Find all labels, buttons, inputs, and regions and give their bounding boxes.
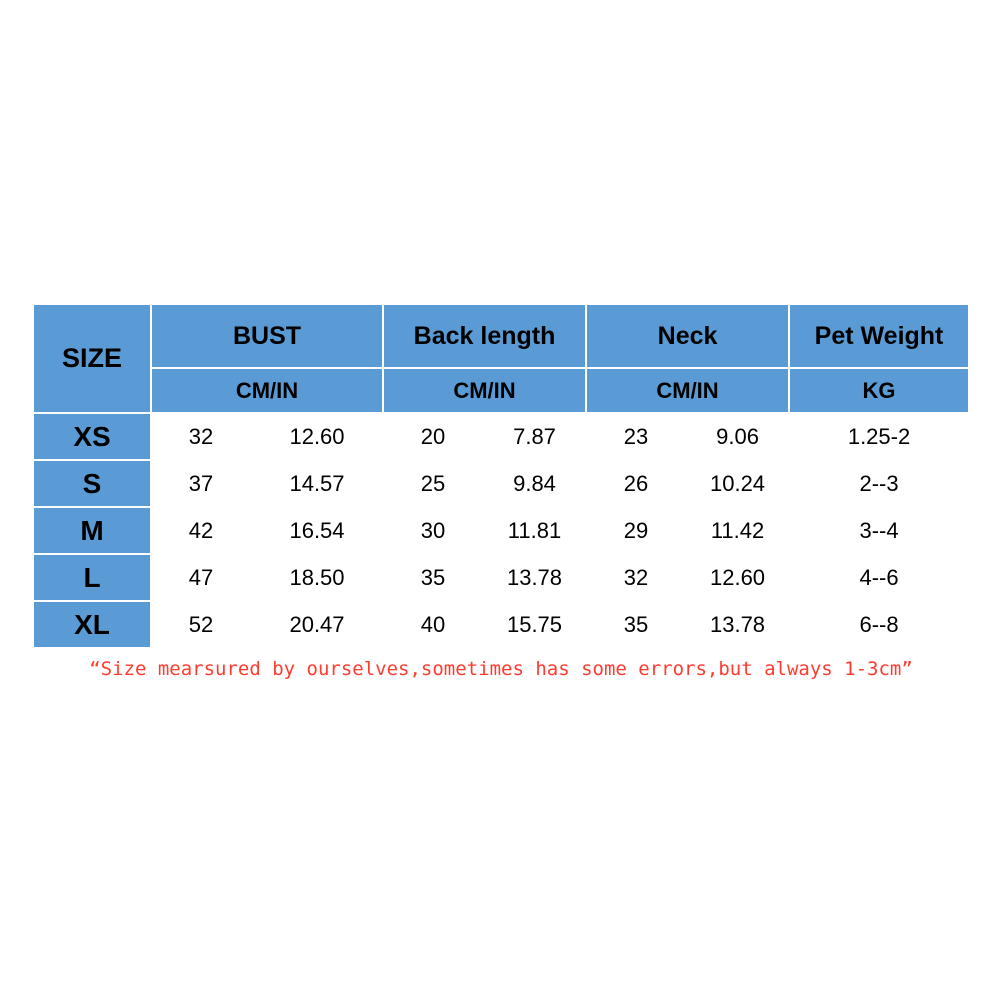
- cell-back-cm: 30: [383, 507, 483, 554]
- cell-back-cm: 20: [383, 413, 483, 460]
- row-size-label: M: [33, 507, 151, 554]
- cell-weight-kg: 6--8: [789, 601, 969, 648]
- cell-back-cm: 40: [383, 601, 483, 648]
- header-back-length-units: CM/IN: [383, 368, 586, 413]
- row-size-label: XS: [33, 413, 151, 460]
- cell-neck-cm: 35: [586, 601, 686, 648]
- header-bust: BUST: [151, 304, 383, 368]
- cell-back-in: 15.75: [483, 601, 586, 648]
- cell-neck-cm: 29: [586, 507, 686, 554]
- cell-weight-kg: 4--6: [789, 554, 969, 601]
- cell-bust-in: 18.50: [251, 554, 383, 601]
- cell-weight-kg: 1.25-2: [789, 413, 969, 460]
- table-header-row-primary: [33, 304, 969, 368]
- cell-back-in: 9.84: [483, 460, 586, 507]
- cell-neck-in: 11.42: [686, 507, 789, 554]
- cell-neck-cm: 23: [586, 413, 686, 460]
- row-size-label: L: [33, 554, 151, 601]
- row-size-label: S: [33, 460, 151, 507]
- cell-neck-cm: 26: [586, 460, 686, 507]
- footnote-row: [33, 648, 969, 690]
- cell-back-in: 11.81: [483, 507, 586, 554]
- cell-back-cm: 35: [383, 554, 483, 601]
- cell-bust-cm: 47: [151, 554, 251, 601]
- table-row: [33, 413, 969, 460]
- row-size-label: XL: [33, 601, 151, 648]
- footnote-text: “Size mearsured by ourselves,sometimes has some errors,but always 1-3cm”: [89, 658, 913, 680]
- footnote-cell: [33, 648, 969, 690]
- table-row: [33, 460, 969, 507]
- cell-neck-in: 9.06: [686, 413, 789, 460]
- header-size: SIZE: [33, 304, 151, 413]
- cell-neck-in: 12.60: [686, 554, 789, 601]
- cell-neck-in: 10.24: [686, 460, 789, 507]
- size-chart-container: [32, 303, 968, 691]
- cell-weight-kg: 2--3: [789, 460, 969, 507]
- cell-back-in: 7.87: [483, 413, 586, 460]
- cell-bust-in: 14.57: [251, 460, 383, 507]
- cell-neck-cm: 32: [586, 554, 686, 601]
- table-row: [33, 601, 969, 648]
- header-neck: Neck: [586, 304, 789, 368]
- table-row: [33, 554, 969, 601]
- cell-back-in: 13.78: [483, 554, 586, 601]
- cell-bust-in: 12.60: [251, 413, 383, 460]
- cell-bust-cm: 42: [151, 507, 251, 554]
- header-bust-units: CM/IN: [151, 368, 383, 413]
- cell-bust-cm: 52: [151, 601, 251, 648]
- cell-bust-in: 16.54: [251, 507, 383, 554]
- header-neck-units: CM/IN: [586, 368, 789, 413]
- cell-bust-cm: 37: [151, 460, 251, 507]
- cell-bust-cm: 32: [151, 413, 251, 460]
- table-row: [33, 507, 969, 554]
- cell-neck-in: 13.78: [686, 601, 789, 648]
- header-pet-weight: Pet Weight: [789, 304, 969, 368]
- table-header-row-units: [33, 368, 969, 413]
- header-back-length: Back length: [383, 304, 586, 368]
- cell-bust-in: 20.47: [251, 601, 383, 648]
- cell-weight-kg: 3--4: [789, 507, 969, 554]
- cell-back-cm: 25: [383, 460, 483, 507]
- size-chart-table: [32, 303, 970, 691]
- header-pet-weight-units: KG: [789, 368, 969, 413]
